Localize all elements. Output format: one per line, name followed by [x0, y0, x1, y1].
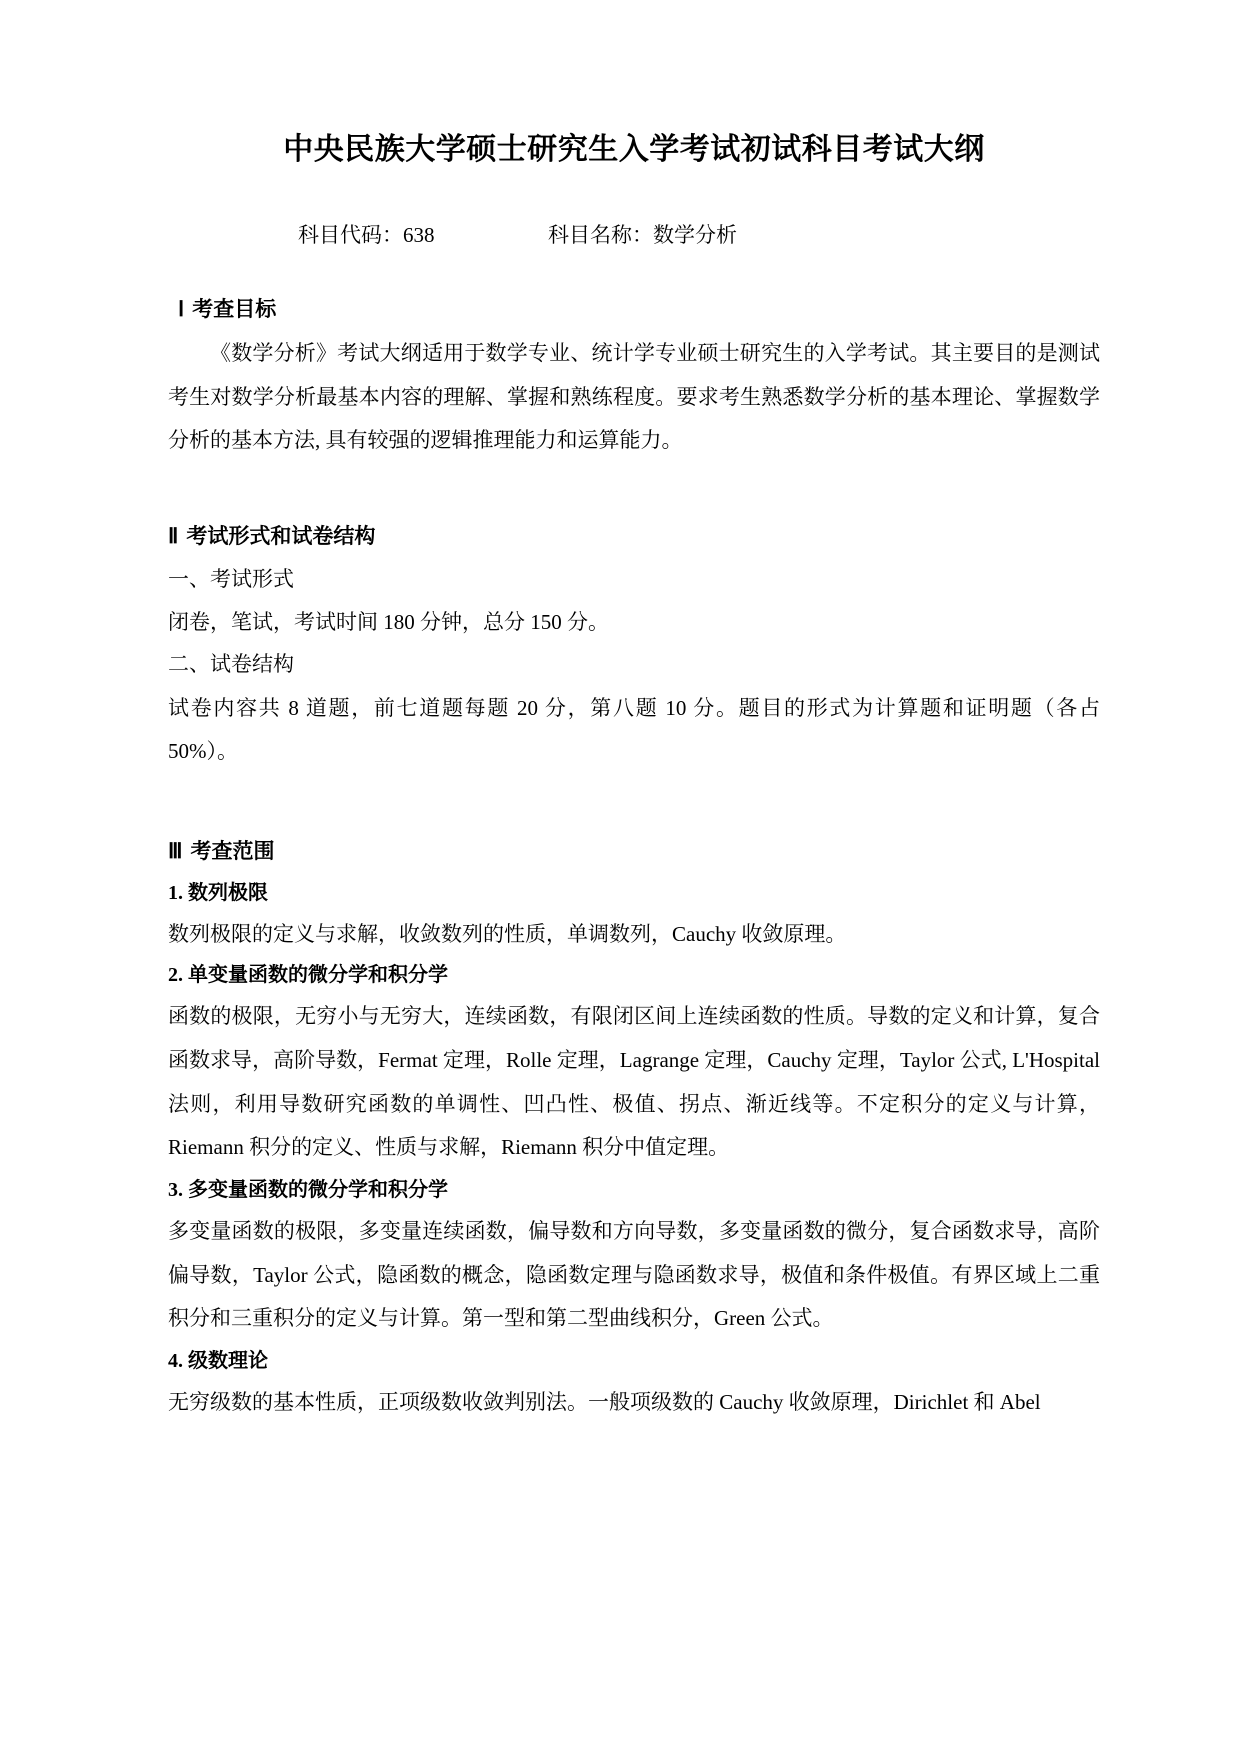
section-roman-iii: Ⅲ [168, 838, 183, 863]
scope-item-text: 无穷级数的基本性质，正项级数收敛判别法。一般项级数的 Cauchy 收敛原理，Dirichlet 和 Abel [168, 1390, 1041, 1415]
subject-code: 科目代码：638 [298, 223, 435, 247]
scope-item-heading [168, 873, 1100, 913]
section-heading-i [168, 294, 1100, 326]
section-title-iii: 考查范围 [190, 838, 275, 863]
subsection-two-text: 试卷内容共 8 道题，前七道题每题 20 分，第八题 10 分。题目的形式为计算题和证明题（各占 50%）。 [168, 695, 1100, 764]
section-heading-ii [168, 521, 1100, 553]
scope-item-heading [168, 1170, 1100, 1210]
scope-item-title: 单变量函数的微分学和积分学 [188, 964, 448, 987]
scope-item-number: 4. [168, 1350, 183, 1373]
section-title-i: 考查目标 [192, 297, 277, 322]
section-roman-i: Ⅰ [178, 297, 185, 322]
subject-name: 科目名称：数学分析 [548, 223, 737, 247]
scope-item-text: 函数的极限，无穷小与无穷大，连续函数，有限闭区间上连续函数的性质。导数的定义和计算，复合函数求导，高阶导数，Fermat 定理，Rolle 定理，Lagrange 定理，Cauchy 定理，Taylor 公式, L'Hospital 法则，利用导数研究函数的单调性、凹凸性、极值、拐点、渐近线等。不定积分的定义与计算，Riemann 积分的定义、性质与求解，Riemann 积分中值定理。 [168, 1004, 1100, 1160]
section-heading-iii [168, 836, 1100, 868]
subsection-two-title: 二、试卷结构 [168, 652, 294, 677]
page-title: 中央民族大学硕士研究生入学考试初试科目考试大纲 [283, 133, 985, 166]
scope-item-title: 级数理论 [188, 1350, 268, 1373]
scope-item-title: 多变量函数的微分学和积分学 [188, 1179, 448, 1202]
scope-item-number: 1. [168, 882, 183, 905]
subject-info-row [168, 221, 1100, 250]
section-roman-ii: Ⅱ [168, 523, 179, 548]
scope-item-text: 多变量函数的极限，多变量连续函数，偏导数和方向导数，多变量函数的微分，复合函数求导，高阶偏导数，Taylor 公式，隐函数的概念，隐函数定理与隐函数求导，极值和条件极值。有界区域上二重积分和三重积分的定义与计算。第一型和第二型曲线积分，Green 公式。 [168, 1219, 1100, 1331]
section-title-ii: 考试形式和试卷结构 [186, 523, 376, 548]
scope-item-text: 数列极限的定义与求解，收敛数列的性质，单调数列，Cauchy 收敛原理。 [168, 922, 847, 947]
scope-item-number: 3. [168, 1179, 183, 1202]
scope-item-heading [168, 955, 1100, 995]
subsection-one-title: 一、考试形式 [168, 567, 294, 592]
scope-item-heading [168, 1341, 1100, 1381]
subsection-one-text: 闭卷，笔试，考试时间 180 分钟，总分 150 分。 [168, 610, 609, 635]
section-i-paragraph: 《数学分析》考试大纲适用于数学专业、统计学专业硕士研究生的入学考试。其主要目的是测试考生对数学分析最基本内容的理解、掌握和熟练程度。要求考生熟悉数学分析的基本理论、掌握数学分析的基本方法, 具有较强的逻辑推理能力和运算能力。 [168, 340, 1100, 453]
scope-item-title: 数列极限 [188, 882, 268, 905]
scope-item-number: 2. [168, 964, 183, 987]
